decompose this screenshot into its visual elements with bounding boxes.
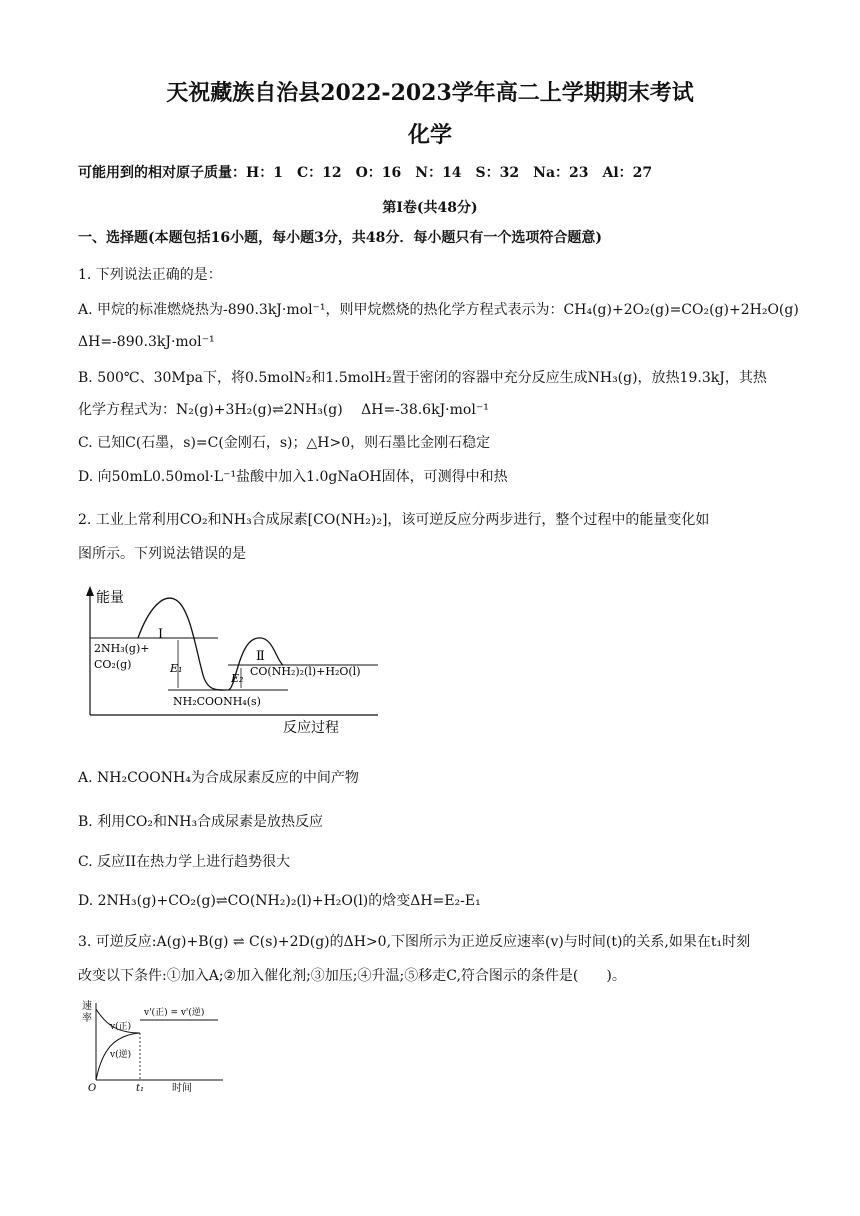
q1-option-c: C. 已知C(石墨，s)=C(金刚石，s)；△H>0，则石墨比金刚石稳定 bbox=[78, 435, 491, 451]
origin-label: O bbox=[88, 1083, 97, 1094]
reactant-label-2: CO₂(g) bbox=[94, 658, 132, 671]
q2-option-a: A. NH₂COONH₄为合成尿素反应的中间产物 bbox=[78, 770, 359, 786]
part-heading: 第Ⅰ卷(共48分) bbox=[382, 200, 478, 216]
q1-option-b: B. 500℃、30Mpa下，将0.5molN₂和1.5molH₂置于密闭的容器中充分反应生成NH₃(g)，放热19.3kJ，其热 bbox=[78, 370, 767, 386]
q1-option-b-cont: 化学方程式为：N₂(g)+3H₂(g)⇌2NH₃(g) ΔH=-38.6kJ·mol⁻¹ bbox=[78, 402, 489, 418]
rate-y-label-2: 率 bbox=[82, 1013, 92, 1024]
q2-stem-cont: 图所示。下列说法错误的是 bbox=[78, 546, 246, 562]
rate-time-graph bbox=[78, 995, 228, 1095]
e1-label: E₁ bbox=[170, 662, 183, 675]
atomic-masses: 可能用到的相对原子质量：H：1 C：12 O：16 N：14 S：32 Na：23 Al：27 bbox=[78, 165, 653, 181]
energy-diagram bbox=[78, 580, 398, 740]
x-axis-label: 反应过程 bbox=[283, 720, 339, 736]
q2-stem: 2. 工业上常利用CO₂和NH₃合成尿素[CO(NH₂)₂]，该可逆反应分两步进行，整个过程中的能量变化如 bbox=[78, 512, 710, 528]
reactant-label: 2NH₃(g)+ bbox=[94, 642, 150, 655]
t1-label: t₁ bbox=[136, 1083, 145, 1094]
q3-stem: 3. 可逆反应:A(g)+B(g) ⇌ C(s)+2D(g)的ΔH>0,下图所示为正逆反应速率(v)与时间(t)的关系,如果在t₁时刻 bbox=[78, 934, 751, 950]
q1-option-a-cont: ΔH=-890.3kJ·mol⁻¹ bbox=[78, 334, 215, 350]
q1-option-a: A. 甲烷的标准燃烧热为-890.3kJ·mol⁻¹，则甲烷燃烧的热化学方程式表示为：CH₄(g)+2O₂(g)=CO₂(g)+2H₂O(g) bbox=[78, 302, 799, 318]
q1-option-d: D. 向50mL0.50mol·L⁻¹盐酸中加入1.0gNaOH固体，可测得中和热 bbox=[78, 469, 508, 485]
rate-y-label-1: 速 bbox=[82, 1001, 92, 1012]
intermediate-label: NH₂COONH₄(s) bbox=[173, 695, 261, 708]
y-axis-label: 能量 bbox=[96, 590, 124, 606]
q2-option-c: C. 反应II在热力学上进行趋势很大 bbox=[78, 854, 291, 870]
forward-rate-label: v(正) bbox=[110, 1022, 132, 1032]
peak-1-label: Ⅰ bbox=[158, 627, 164, 642]
q1-stem: 1. 下列说法正确的是： bbox=[78, 267, 222, 283]
section-heading: 一、选择题(本题包括16小题，每小题3分，共48分．每小题只有一个选项符合题意) bbox=[78, 230, 602, 246]
q3-stem-cont: 改变以下条件:①加入A;②加入催化剂;③加压;④升温;⑤移走C,符合图示的条件是( )。 bbox=[78, 968, 626, 984]
e2-label: E₂ bbox=[231, 672, 244, 685]
peak-2-label: Ⅱ bbox=[256, 649, 265, 664]
exam-title: 天祝藏族自治县2022-2023学年高二上学期期末考试 bbox=[166, 80, 694, 106]
subject-title: 化学 bbox=[407, 122, 452, 148]
product-label: CO(NH₂)₂(l)+H₂O(l) bbox=[250, 665, 361, 678]
y-axis-arrow bbox=[86, 586, 94, 596]
reverse-rate-label: v(逆) bbox=[110, 1050, 132, 1060]
q2-option-d: D. 2NH₃(g)+CO₂(g)⇌CO(NH₂)₂(l)+H₂O(l)的焓变ΔH=E₂-E₁ bbox=[78, 893, 481, 909]
rate-x-label: 时间 bbox=[172, 1083, 192, 1094]
q2-option-b: B. 利用CO₂和NH₃合成尿素是放热反应 bbox=[78, 814, 324, 830]
equal-rate-label: v'(正) = v'(逆) bbox=[144, 1008, 205, 1018]
